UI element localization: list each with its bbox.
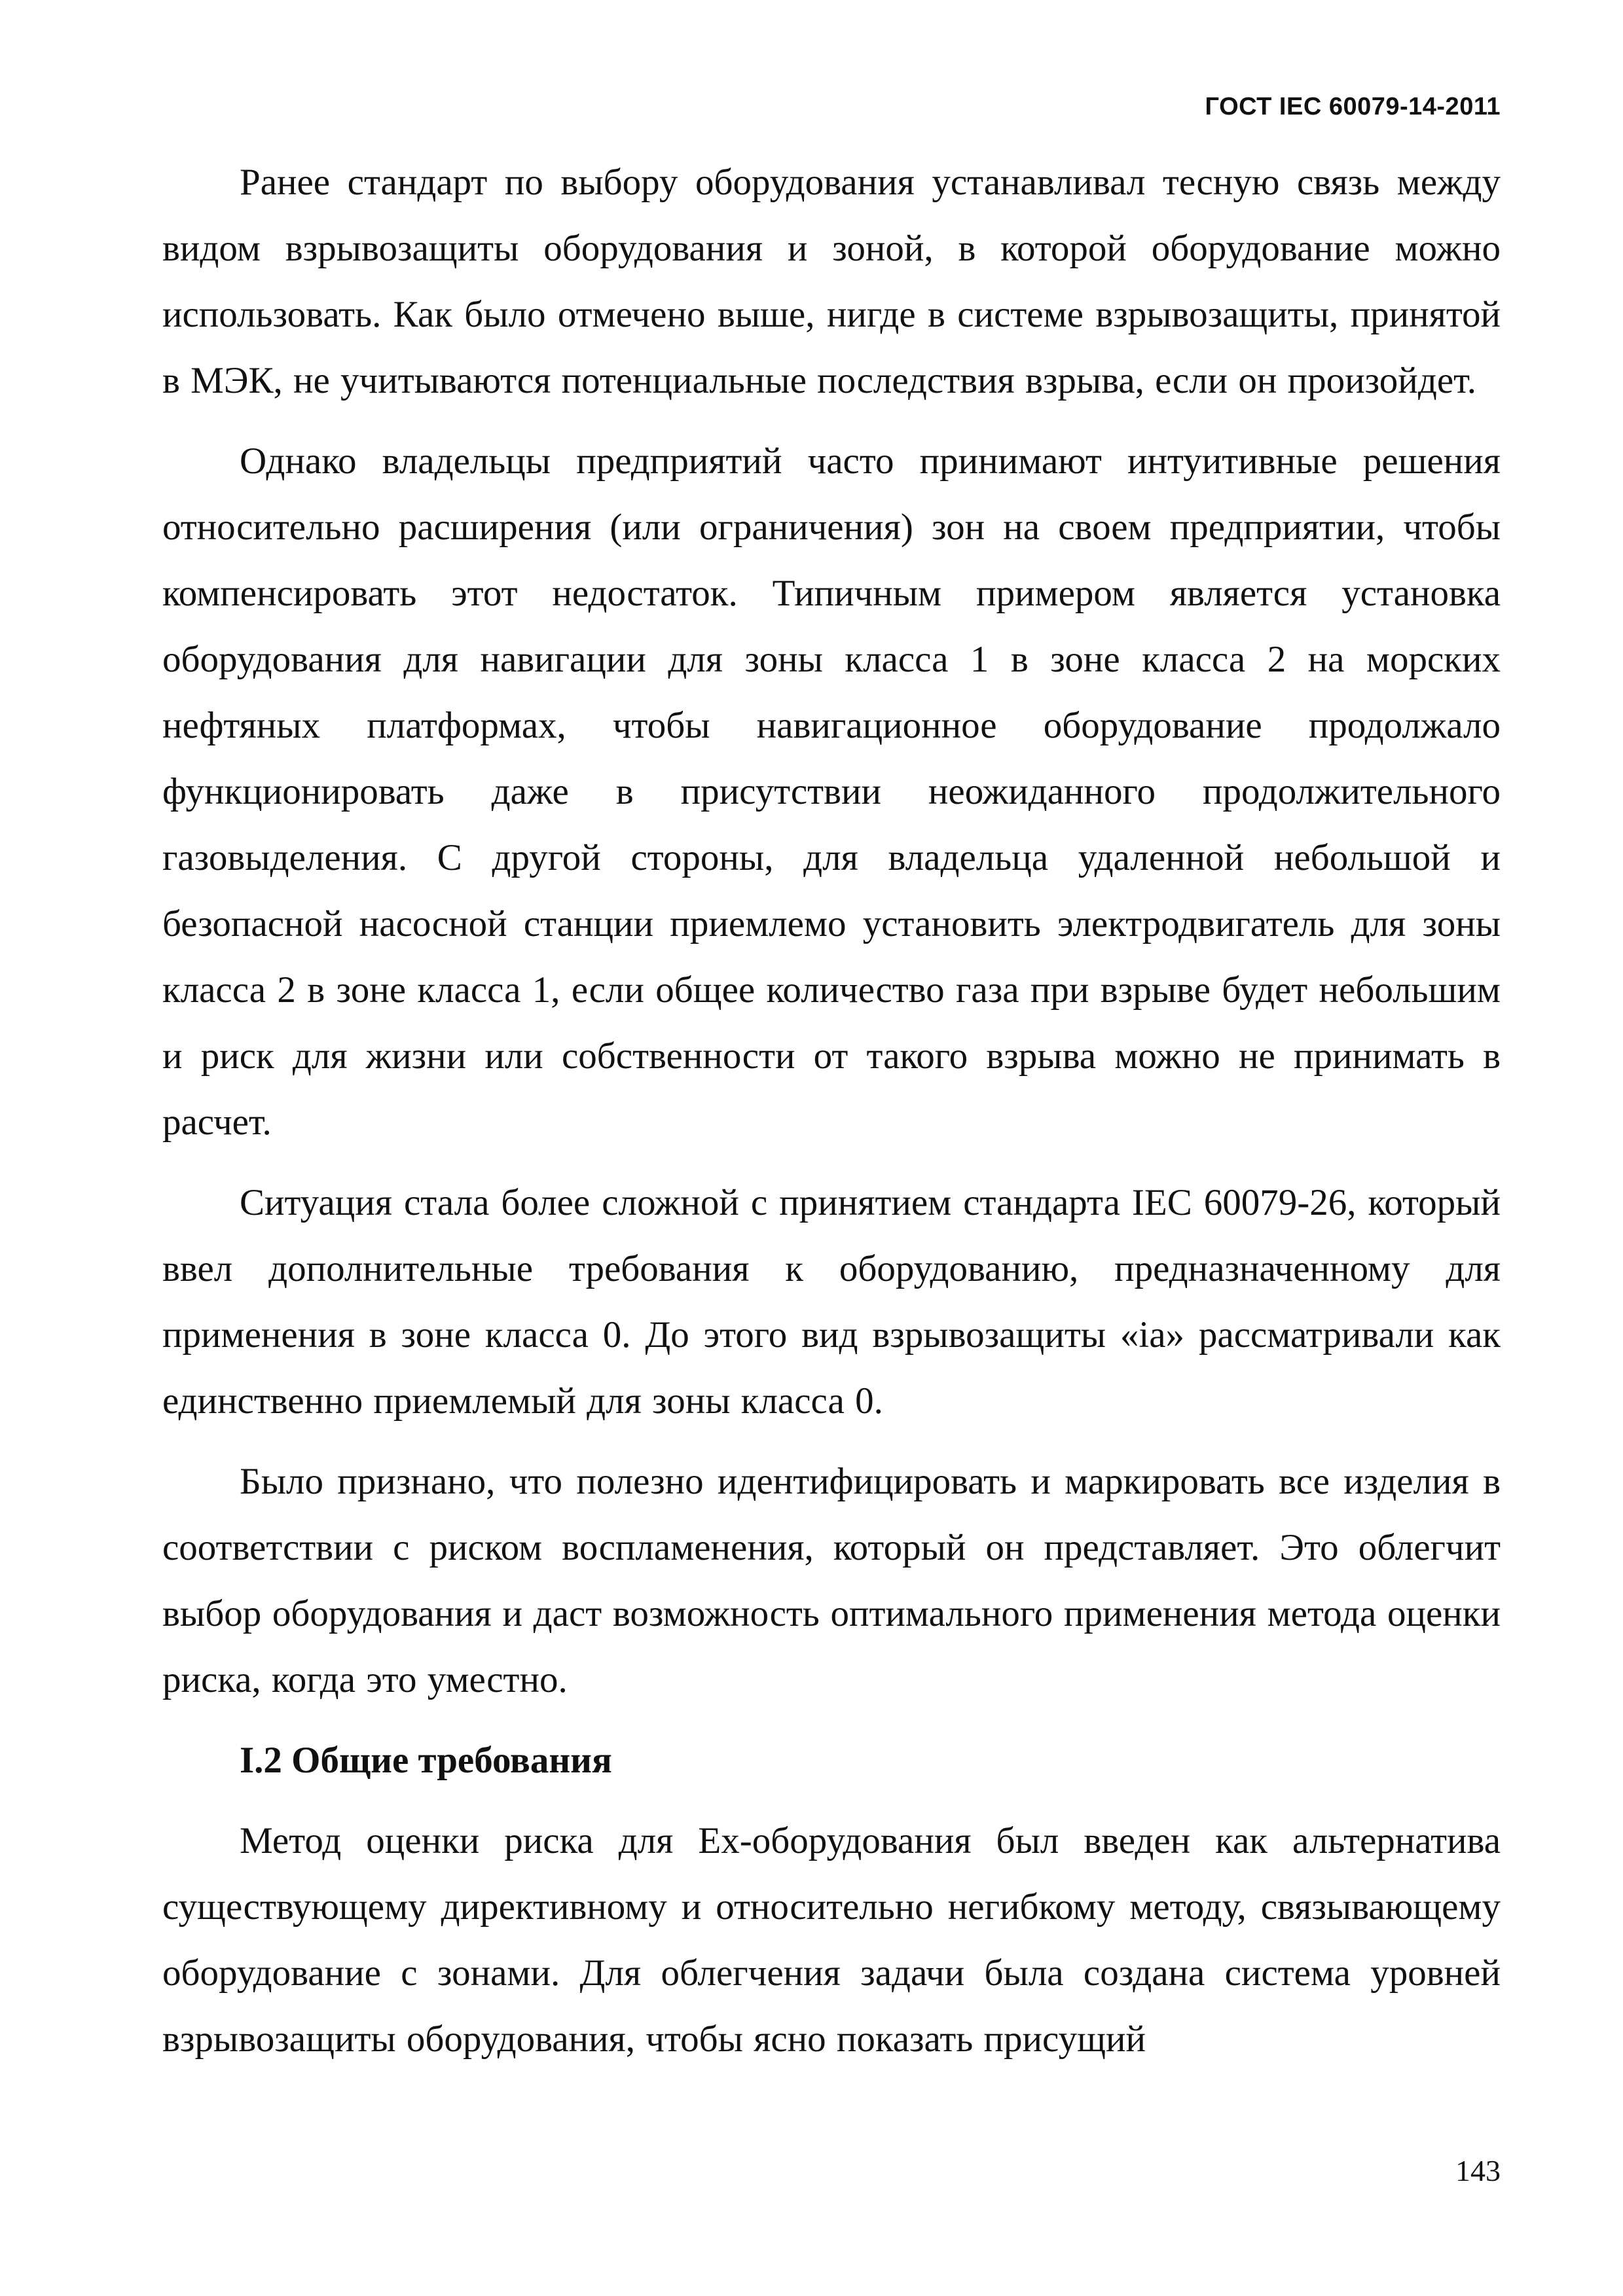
paragraph-3: Ситуация стала более сложной с принятием стандарта IEC 60079-26, который ввел дополнительные требования к оборудованию, предназначенному для применения в зоне класса 0. До этого вид взрывозащиты «ia» рассматривали как единственно приемлемый для зоны класса 0. (162, 1182, 1501, 1422)
section-heading: I.2 Общие требования (240, 1740, 612, 1781)
paragraph-2: Однако владельцы предприятий часто принимают интуитивные решения относительно расширения (или ограничения) зон на своем предприятии, чтобы компенсировать этот недостаток. Типичным примером является установка оборудования для навигации для зоны класса 1 в зоне класса 2 на морских нефтяных платформах, чтобы навигационное оборудование продолжало функционировать даже в присутствии неожиданного продолжительного газовыделения. С другой стороны, для владельца удаленной небольшой и безопасной насосной станции приемлемо установить электродвигатель для зоны класса 2 в зоне класса 1, если общее количество газа при взрыве будет небольшим и риск для жизни или собственности от такого взрыва можно не принимать в расчет. (162, 440, 1501, 1143)
standard-code-header: ГОСТ IEC 60079-14-2011 (1205, 93, 1501, 120)
paragraph-4: Было признано, что полезно идентифицировать и маркировать все изделия в соответствии с риском воспламенения, который он представляет. Это облегчит выбор оборудования и даст возможность оптимального применения метода оценки риска, когда это уместно. (162, 1461, 1501, 1700)
body-text (162, 149, 1501, 2087)
paragraph-1: Ранее стандарт по выбору оборудования устанавливал тесную связь между видом взрывозащиты оборудования и зоной, в которой оборудование можно использовать. Как было отмечено выше, нигде в системе взрывозащиты, принятой в МЭК, не учитываются потенциальные последствия взрыва, если он произойдет. (162, 162, 1501, 401)
section-paragraph: Метод оценки риска для Ex-оборудования был введен как альтернатива существующему директивному и относительно негибкому методу, связывающему оборудование с зонами. Для облегчения задачи была создана система уровней взрывозащиты оборудования, чтобы ясно показать присущий (162, 1820, 1501, 2060)
page-number: 143 (1455, 2154, 1501, 2187)
